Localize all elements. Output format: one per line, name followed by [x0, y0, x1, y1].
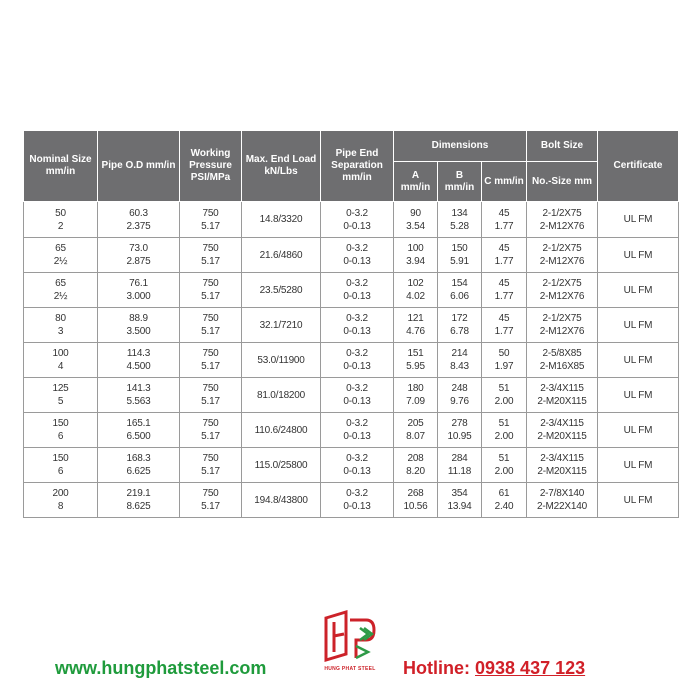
- cell-max-end-load: 53.0/11900: [242, 343, 321, 378]
- cell-bolt-size: [527, 413, 598, 448]
- cell-working-pressure: [180, 273, 242, 308]
- header-dim-c: C mm/in: [482, 162, 527, 202]
- cell-dim-c-line: 45: [498, 207, 510, 219]
- cell-dim-a-line: 4.76: [406, 326, 425, 337]
- cell-dim-b-line: 154: [451, 278, 468, 289]
- cell-pipe-end-separation-line: 0-3.2: [346, 313, 368, 324]
- cell-nominal-size: [24, 448, 98, 483]
- cell-dim-b-line: 11.18: [447, 466, 472, 477]
- cell-working-pressure-line: 5.17: [201, 431, 220, 442]
- cell-dim-c-line: 51: [498, 418, 510, 429]
- cell-dim-c: [482, 413, 527, 448]
- header-pipe-end-separation: Pipe End Separation mm/in: [321, 131, 394, 202]
- cell-dim-b: [438, 273, 482, 308]
- cell-pipe-od-line: 2.875: [126, 256, 151, 267]
- cell-pipe-end-separation-line: 0-0.13: [343, 501, 371, 512]
- cell-working-pressure-line: 750: [202, 418, 219, 429]
- cell-pipe-end-separation-line: 0-3.2: [346, 348, 368, 359]
- cell-dim-b-line: 248: [451, 383, 468, 394]
- cell-pipe-end-separation: [321, 448, 394, 483]
- cell-bolt-size: [527, 448, 598, 483]
- cell-bolt-size-line: 2-5/8X85: [542, 348, 582, 359]
- cell-dim-a: [394, 202, 438, 238]
- cell-pipe-end-separation-line: 0-3.2: [346, 418, 368, 429]
- cell-bolt-size: [527, 273, 598, 308]
- cell-working-pressure-line: 750: [202, 488, 219, 499]
- header-dimensions: Dimensions: [394, 131, 527, 162]
- cell-bolt-size: [527, 202, 598, 238]
- table-row: [24, 448, 679, 483]
- cell-pipe-end-separation-line: 0-3.2: [346, 453, 368, 464]
- cell-nominal-size-line: 65: [55, 278, 66, 289]
- cell-working-pressure-line: 750: [202, 278, 219, 289]
- cell-working-pressure: [180, 202, 242, 238]
- cell-dim-b: [438, 413, 482, 448]
- cell-max-end-load: 21.6/4860: [242, 238, 321, 273]
- cell-working-pressure-line: 5.17: [201, 396, 220, 407]
- cell-pipe-end-separation-line: 0-3.2: [346, 488, 368, 499]
- cell-pipe-od-line: 3.500: [126, 326, 151, 337]
- cell-dim-c-line: 45: [498, 313, 510, 324]
- header-pipe-od: Pipe O.D mm/in: [98, 131, 180, 202]
- table-row: [24, 378, 679, 413]
- cell-dim-c: [482, 238, 527, 273]
- cell-bolt-size-line: 2-3/4X115: [540, 418, 584, 429]
- cell-pipe-end-separation-line: 0-0.13: [343, 396, 371, 407]
- cell-dim-c: [482, 202, 527, 238]
- cell-working-pressure: [180, 413, 242, 448]
- cell-pipe-od-line: 88.9: [129, 313, 148, 324]
- cell-pipe-od: [98, 448, 180, 483]
- cell-dim-c-line: 61: [498, 488, 510, 499]
- cell-pipe-od: [98, 238, 180, 273]
- cell-pipe-od-line: 6.625: [126, 466, 151, 477]
- cell-bolt-size-line: 2-1/2X75: [542, 243, 582, 254]
- cell-max-end-load: 14.8/3320: [242, 202, 321, 238]
- header-bolt-size: Bolt Size: [527, 131, 598, 162]
- cell-pipe-od-line: 6.500: [126, 431, 151, 442]
- cell-dim-b-line: 5.91: [450, 256, 469, 267]
- cell-dim-c: [482, 448, 527, 483]
- cell-pipe-od-line: 4.500: [126, 361, 151, 372]
- cell-dim-a-line: 100: [407, 243, 424, 254]
- cell-bolt-size-line: 2-M12X76: [539, 326, 585, 337]
- cell-nominal-size-line: 65: [55, 243, 66, 254]
- cell-nominal-size-line: 8: [57, 501, 64, 512]
- cell-bolt-size-line: 2-M12X76: [539, 256, 585, 267]
- table-row: [24, 343, 679, 378]
- cell-nominal-size: [24, 483, 98, 518]
- cell-bolt-size-line: 2-7/8X140: [539, 488, 585, 499]
- cell-pipe-end-separation-line: 0-0.13: [343, 431, 371, 442]
- cell-pipe-od-line: 141.3: [126, 383, 151, 394]
- cell-dim-a-line: 208: [407, 453, 424, 464]
- cell-working-pressure-line: 5.17: [201, 291, 220, 302]
- cell-dim-b: [438, 308, 482, 343]
- cell-dim-b-line: 8.43: [450, 361, 469, 372]
- cell-dim-a-line: 10.56: [403, 501, 428, 512]
- cell-working-pressure-line: 5.17: [201, 326, 220, 337]
- cell-dim-a-line: 8.20: [406, 466, 425, 477]
- cell-bolt-size: [527, 343, 598, 378]
- cell-nominal-size-line: 200: [52, 488, 69, 499]
- cell-nominal-size-line: 50: [55, 207, 66, 219]
- cell-dim-a-line: 205: [407, 418, 424, 429]
- cell-max-end-load: 110.6/24800: [242, 413, 321, 448]
- cell-dim-a: [394, 343, 438, 378]
- cell-dim-a: [394, 308, 438, 343]
- cell-pipe-end-separation: [321, 483, 394, 518]
- cell-pipe-od-line: 8.625: [126, 501, 151, 512]
- cell-dim-c: [482, 308, 527, 343]
- cell-bolt-size: [527, 308, 598, 343]
- cell-dim-c-line: 1.77: [494, 291, 514, 302]
- cell-bolt-size-line: 2-1/2X75: [542, 313, 582, 324]
- cell-pipe-end-separation-line: 0-0.13: [343, 291, 371, 302]
- cell-certificate: UL FM: [598, 378, 679, 413]
- cell-nominal-size-line: 5: [57, 396, 64, 407]
- cell-pipe-end-separation: [321, 413, 394, 448]
- cell-dim-a: [394, 238, 438, 273]
- cell-dim-a: [394, 413, 438, 448]
- cell-pipe-od-line: 219.1: [126, 488, 151, 499]
- spec-table: [23, 130, 679, 518]
- cell-dim-b-line: 214: [451, 348, 468, 359]
- cell-pipe-end-separation-line: 0-3.2: [346, 383, 368, 394]
- cell-pipe-od-line: 76.1: [129, 278, 148, 289]
- cell-working-pressure: [180, 308, 242, 343]
- cell-nominal-size: [24, 413, 98, 448]
- header-bolt-no-size: No.-Size mm: [527, 162, 598, 202]
- cell-pipe-end-separation-line: 0-3.2: [346, 207, 368, 219]
- cell-max-end-load: 23.5/5280: [242, 273, 321, 308]
- cell-nominal-size-line: 2½: [53, 291, 68, 302]
- cell-pipe-od-line: 114.3: [126, 348, 151, 359]
- cell-max-end-load: 115.0/25800: [242, 448, 321, 483]
- cell-pipe-end-separation-line: 0-0.13: [343, 466, 371, 477]
- cell-pipe-od: [98, 273, 180, 308]
- cell-bolt-size: [527, 378, 598, 413]
- cell-pipe-end-separation: [321, 378, 394, 413]
- cell-dim-b-line: 284: [451, 453, 468, 464]
- cell-working-pressure-line: 750: [202, 453, 219, 464]
- cell-dim-b-line: 6.06: [450, 291, 469, 302]
- cell-dim-b: [438, 483, 482, 518]
- cell-dim-b: [438, 448, 482, 483]
- cell-certificate: UL FM: [598, 273, 679, 308]
- cell-bolt-size-line: 2-3/4X115: [540, 453, 584, 464]
- cell-dim-a-line: 151: [407, 348, 424, 359]
- cell-dim-b-line: 6.78: [450, 326, 469, 337]
- cell-max-end-load: 81.0/18200: [242, 378, 321, 413]
- cell-pipe-od: [98, 202, 180, 238]
- cell-nominal-size: [24, 238, 98, 273]
- cell-certificate: UL FM: [598, 413, 679, 448]
- cell-pipe-end-separation-line: 0-0.13: [343, 361, 371, 372]
- cell-pipe-od: [98, 483, 180, 518]
- cell-dim-c: [482, 273, 527, 308]
- cell-dim-b-line: 134: [451, 207, 468, 219]
- cell-certificate: UL FM: [598, 483, 679, 518]
- cell-dim-b-line: 172: [451, 313, 468, 324]
- cell-pipe-end-separation: [321, 238, 394, 273]
- cell-pipe-od: [98, 378, 180, 413]
- header-dim-a: A mm/in: [394, 162, 438, 202]
- website-link[interactable]: www.hungphatsteel.com: [55, 658, 267, 678]
- cell-working-pressure-line: 5.17: [201, 466, 220, 477]
- table-row: [24, 273, 679, 308]
- cell-working-pressure-line: 750: [202, 383, 219, 394]
- cell-pipe-od-line: 60.3: [129, 207, 148, 219]
- cell-pipe-od-line: 5.563: [126, 396, 151, 407]
- cell-certificate: UL FM: [598, 238, 679, 273]
- cell-pipe-end-separation-line: 0-0.13: [343, 326, 371, 337]
- cell-working-pressure-line: 5.17: [201, 220, 220, 232]
- cell-working-pressure-line: 5.17: [201, 361, 220, 372]
- cell-bolt-size-line: 2-M16X85: [539, 361, 585, 372]
- cell-pipe-od: [98, 413, 180, 448]
- cell-dim-a: [394, 448, 438, 483]
- cell-working-pressure-line: 5.17: [201, 256, 220, 267]
- logo-caption: HUNG PHAT STEEL: [324, 666, 376, 672]
- cell-dim-a-line: 102: [407, 278, 424, 289]
- cell-pipe-od: [98, 308, 180, 343]
- cell-dim-c: [482, 483, 527, 518]
- cell-dim-c-line: 2.40: [494, 501, 514, 512]
- cell-max-end-load: 32.1/7210: [242, 308, 321, 343]
- cell-dim-a-line: 8.07: [406, 431, 425, 442]
- cell-dim-a-line: 90: [410, 207, 421, 219]
- cell-bolt-size-line: 2-1/2X75: [542, 207, 582, 219]
- cell-nominal-size-line: 2½: [53, 256, 68, 267]
- header-nominal-size: Nominal Size mm/in: [24, 131, 98, 202]
- cell-working-pressure-line: 750: [202, 348, 219, 359]
- cell-bolt-size: [527, 483, 598, 518]
- cell-certificate: UL FM: [598, 202, 679, 238]
- cell-nominal-size: [24, 202, 98, 238]
- cell-dim-c-line: 45: [498, 243, 510, 254]
- cell-pipe-od: [98, 343, 180, 378]
- cell-dim-c-line: 50: [498, 348, 510, 359]
- cell-certificate: UL FM: [598, 448, 679, 483]
- cell-working-pressure: [180, 448, 242, 483]
- cell-dim-c-line: 51: [498, 383, 510, 394]
- cell-bolt-size-line: 2-M20X115: [537, 431, 587, 442]
- cell-pipe-od-line: 2.375: [126, 220, 151, 232]
- cell-dim-a-line: 5.95: [406, 361, 425, 372]
- table-row: [24, 202, 679, 238]
- cell-nominal-size-line: 150: [52, 453, 69, 464]
- cell-working-pressure-line: 750: [202, 207, 219, 219]
- cell-dim-a-line: 180: [407, 383, 424, 394]
- cell-dim-a-line: 4.02: [406, 291, 425, 302]
- cell-bolt-size-line: 2-M20X115: [537, 396, 587, 407]
- cell-dim-a-line: 7.09: [406, 396, 425, 407]
- cell-pipe-end-separation: [321, 308, 394, 343]
- cell-dim-b-line: 9.76: [450, 396, 469, 407]
- cell-bolt-size-line: 2-M12X76: [539, 220, 585, 232]
- cell-nominal-size-line: 3: [57, 326, 64, 337]
- cell-dim-a: [394, 483, 438, 518]
- cell-pipe-end-separation: [321, 343, 394, 378]
- cell-pipe-end-separation-line: 0-3.2: [346, 278, 368, 289]
- cell-dim-c-line: 2.00: [494, 431, 514, 442]
- cell-pipe-end-separation-line: 0-0.13: [343, 256, 371, 267]
- cell-dim-c-line: 1.77: [494, 220, 514, 232]
- cell-working-pressure-line: 750: [202, 243, 219, 254]
- cell-dim-a-line: 121: [407, 313, 424, 324]
- cell-dim-b: [438, 343, 482, 378]
- hotline-label: Hotline:: [403, 658, 470, 678]
- cell-nominal-size: [24, 343, 98, 378]
- cell-pipe-od-line: 165.1: [126, 418, 151, 429]
- cell-dim-b-line: 10.95: [447, 431, 472, 442]
- cell-nominal-size-line: 100: [52, 348, 69, 359]
- cell-dim-c-line: 1.97: [494, 361, 514, 372]
- cell-dim-c: [482, 343, 527, 378]
- cell-dim-a-line: 3.94: [406, 256, 425, 267]
- cell-working-pressure-line: 750: [202, 313, 219, 324]
- header-working-pressure: Working Pressure PSI/MPa: [180, 131, 242, 202]
- cell-dim-c-line: 1.77: [494, 256, 514, 267]
- cell-dim-c-line: 51: [498, 453, 510, 464]
- cell-pipe-end-separation: [321, 202, 394, 238]
- cell-working-pressure: [180, 378, 242, 413]
- table-row: [24, 308, 679, 343]
- hotline: [403, 658, 585, 679]
- cell-dim-c-line: 45: [498, 278, 510, 289]
- cell-nominal-size-line: 4: [57, 361, 64, 372]
- table-row: [24, 483, 679, 518]
- cell-dim-b-line: 150: [451, 243, 468, 254]
- cell-pipe-end-separation: [321, 273, 394, 308]
- cell-max-end-load: 194.8/43800: [242, 483, 321, 518]
- cell-working-pressure-line: 5.17: [201, 501, 220, 512]
- table-body: [24, 202, 679, 518]
- header-certificate: Certificate: [598, 131, 679, 202]
- cell-working-pressure: [180, 238, 242, 273]
- cell-certificate: UL FM: [598, 343, 679, 378]
- cell-nominal-size: [24, 273, 98, 308]
- cell-dim-a: [394, 273, 438, 308]
- cell-bolt-size-line: 2-M20X115: [537, 466, 587, 477]
- header-dim-b: B mm/in: [438, 162, 482, 202]
- cell-bolt-size-line: 2-M22X140: [537, 501, 587, 512]
- cell-nominal-size: [24, 378, 98, 413]
- cell-bolt-size: [527, 238, 598, 273]
- cell-dim-b-line: 278: [451, 418, 468, 429]
- cell-nominal-size-line: 2: [57, 220, 64, 232]
- cell-bolt-size-line: 2-1/2X75: [542, 278, 582, 289]
- cell-dim-a-line: 3.54: [406, 220, 425, 232]
- cell-dim-b: [438, 378, 482, 413]
- cell-pipe-end-separation-line: 0-3.2: [346, 243, 368, 254]
- cell-nominal-size-line: 80: [55, 313, 66, 324]
- cell-dim-b: [438, 238, 482, 273]
- cell-bolt-size-line: 2-3/4X115: [540, 383, 584, 394]
- cell-dim-c: [482, 378, 527, 413]
- hotline-number[interactable]: 0938 437 123: [475, 658, 586, 678]
- cell-nominal-size-line: 6: [57, 431, 64, 442]
- cell-dim-b-line: 5.28: [450, 220, 469, 232]
- cell-dim-b-line: 354: [451, 488, 468, 499]
- cell-dim-a: [394, 378, 438, 413]
- cell-working-pressure: [180, 343, 242, 378]
- table-row: [24, 238, 679, 273]
- cell-pipe-od-line: 168.3: [126, 453, 151, 464]
- cell-pipe-end-separation-line: 0-0.13: [343, 220, 371, 232]
- cell-dim-c-line: 1.77: [494, 326, 514, 337]
- cell-pipe-od-line: 73.0: [129, 243, 148, 254]
- cell-dim-c-line: 2.00: [494, 396, 514, 407]
- table-row: [24, 413, 679, 448]
- header-max-end-load: Max. End Load kN/Lbs: [242, 131, 321, 202]
- cell-working-pressure: [180, 483, 242, 518]
- cell-pipe-od-line: 3.000: [126, 291, 151, 302]
- hung-phat-logo-icon: [320, 608, 380, 668]
- cell-bolt-size-line: 2-M12X76: [539, 291, 585, 302]
- cell-dim-b-line: 13.94: [447, 501, 472, 512]
- cell-nominal-size-line: 125: [52, 383, 69, 394]
- cell-nominal-size: [24, 308, 98, 343]
- cell-certificate: UL FM: [598, 308, 679, 343]
- cell-nominal-size-line: 150: [52, 418, 69, 429]
- cell-dim-a-line: 268: [407, 488, 424, 499]
- cell-dim-c-line: 2.00: [494, 466, 514, 477]
- cell-dim-b: [438, 202, 482, 238]
- cell-nominal-size-line: 6: [57, 466, 64, 477]
